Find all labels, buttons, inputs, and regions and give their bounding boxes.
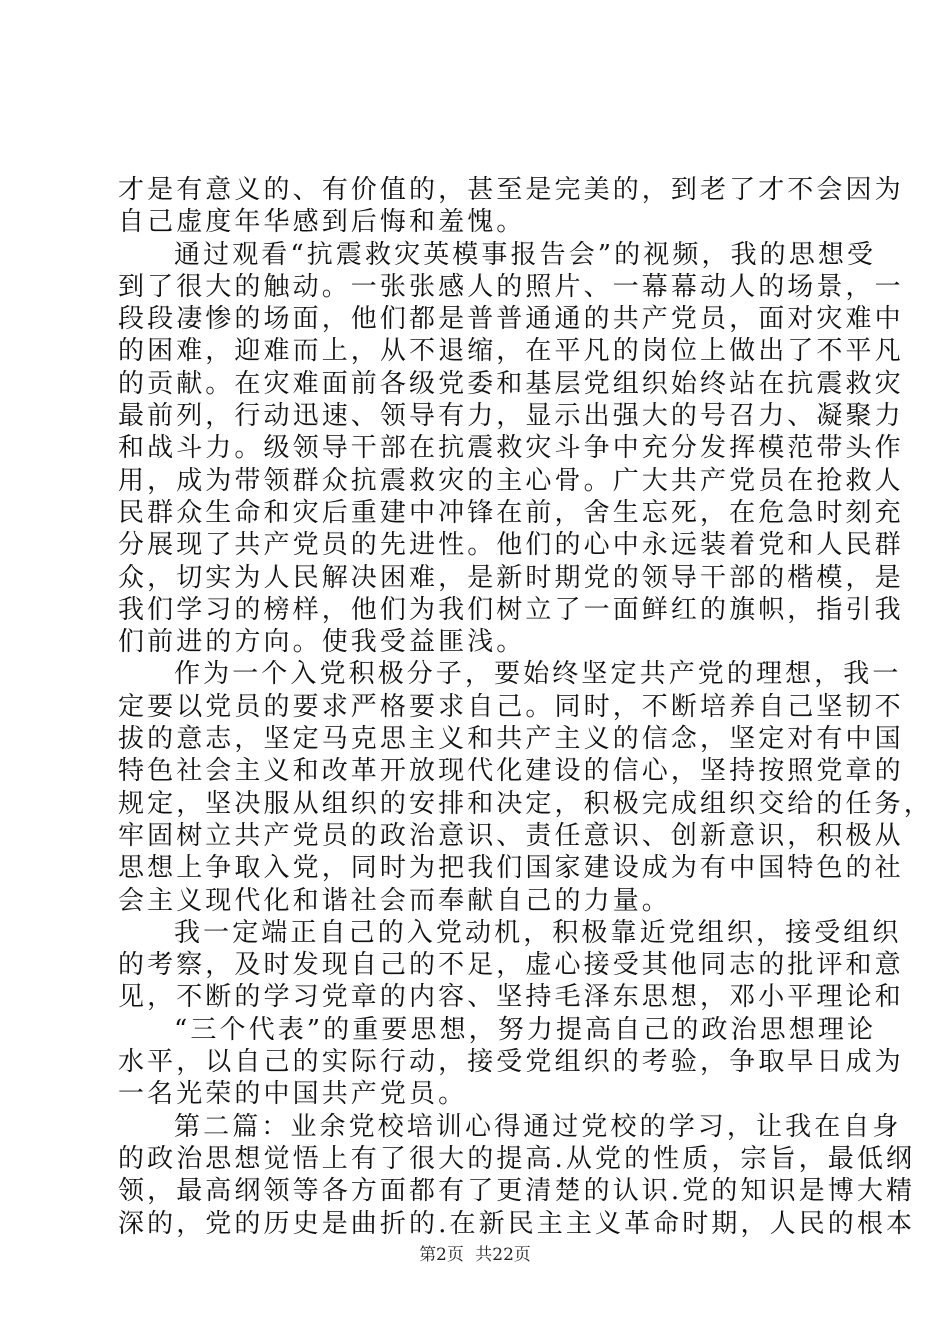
text-line: 水平，以自己的实际行动，接受党组织的考验，争取早日成为 — [118, 1047, 904, 1078]
text-line: 段段凄惨的场面，他们都是普普通通的共产党员，面对灾难中 — [118, 304, 904, 335]
text-line: 的困难，迎难而上，从不退缩，在平凡的岗位上做出了不平凡 — [118, 336, 904, 367]
page-number: 第2页 — [419, 1245, 464, 1265]
text-line: 我们学习的榜样，他们为我们树立了一面鲜红的旗帜，指引我 — [118, 594, 904, 625]
text-line: 的政治思想觉悟上有了很大的提高.从党的性质，宗旨，最低纲 — [118, 1143, 916, 1174]
text-line: 会主义现代化和谐社会而奉献自己的力量。 — [118, 885, 671, 916]
text-line: 一名光荣的中国共产党员。 — [118, 1079, 468, 1110]
text-line: 牢固树立共产党员的政治意识、责任意识、创新意识，积极从 — [118, 820, 904, 851]
text-line: 见，不断的学习党章的内容、坚持毛泽东思想，邓小平理论和 — [118, 982, 904, 1013]
text-line: 最前列，行动迅速、领导有力，显示出强大的号召力、凝聚力 — [118, 401, 904, 432]
document-body — [118, 174, 933, 1240]
text-line: 众，切实为人民解决困难，是新时期党的领导干部的楷模，是 — [118, 562, 904, 593]
text-line: 拔的意志，坚定马克思主义和共产主义的信念，坚定对有中国 — [118, 724, 904, 755]
paragraph-start-line: 通过观看“抗震救灾英模事报告会”的视频，我的思想受 — [174, 239, 877, 270]
text-line: 到了很大的触动。一张张感人的照片、一幕幕动人的场景，一 — [118, 271, 904, 302]
text-line: 思想上争取入党，同时为把我们国家建设成为有中国特色的社 — [118, 853, 904, 884]
page-footer — [0, 1244, 950, 1266]
text-line: 们前进的方向。使我受益匪浅。 — [118, 627, 526, 658]
text-line: 分展现了共产党员的先进性。他们的心中永远装着党和人民群 — [118, 530, 904, 561]
text-line: 规定，坚决服从组织的安排和决定，积极完成组织交给的任务， — [118, 788, 933, 819]
text-line: 才是有意义的、有价值的，甚至是完美的，到老了才不会因为 — [118, 175, 904, 205]
text-line: 和战斗力。级领导干部在抗震救灾斗争中充分发挥模范带头作 — [118, 433, 904, 464]
page-total: 共22页 — [475, 1245, 531, 1265]
text-line: 自己虚度年华感到后悔和羞愧。 — [118, 207, 526, 238]
text-line: 用，成为带领群众抗震救灾的主心骨。广大共产党员在抢救人 — [118, 465, 904, 496]
text-line: 领，最高纲领等各方面都有了更清楚的认识.党的知识是博大精 — [118, 1176, 916, 1207]
text-line: “三个代表”的重要思想，努力提高自己的政治思想理论 — [174, 1014, 877, 1045]
paragraph-start-line: 我一定端正自己的入党动机，积极靠近党组织，接受组织 — [174, 917, 902, 948]
text-line: 民群众生命和灾后重建中冲锋在前，舍生忘死，在危急时刻充 — [118, 497, 904, 528]
text-line: 定要以党员的要求严格要求自己。同时，不断培养自己坚韧不 — [118, 691, 904, 722]
text-line: 的贡献。在灾难面前各级党委和基层党组织始终站在抗震救灾 — [118, 368, 904, 399]
paragraph-start-line: 第二篇：业余党校培训心得通过党校的学习，让我在自身 — [174, 1111, 902, 1142]
text-line: 深的，党的历史是曲折的.在新民主主义革命时期，人民的根本 — [118, 1208, 916, 1239]
text-line: 特色社会主义和改革开放现代化建设的信心，坚持按照党章的 — [118, 756, 904, 787]
paragraph-start-line: 作为一个入党积极分子，要始终坚定共产党的理想，我一 — [174, 659, 902, 690]
text-line: 的考察，及时发现自己的不足，虚心接受其他同志的批评和意 — [118, 950, 904, 981]
